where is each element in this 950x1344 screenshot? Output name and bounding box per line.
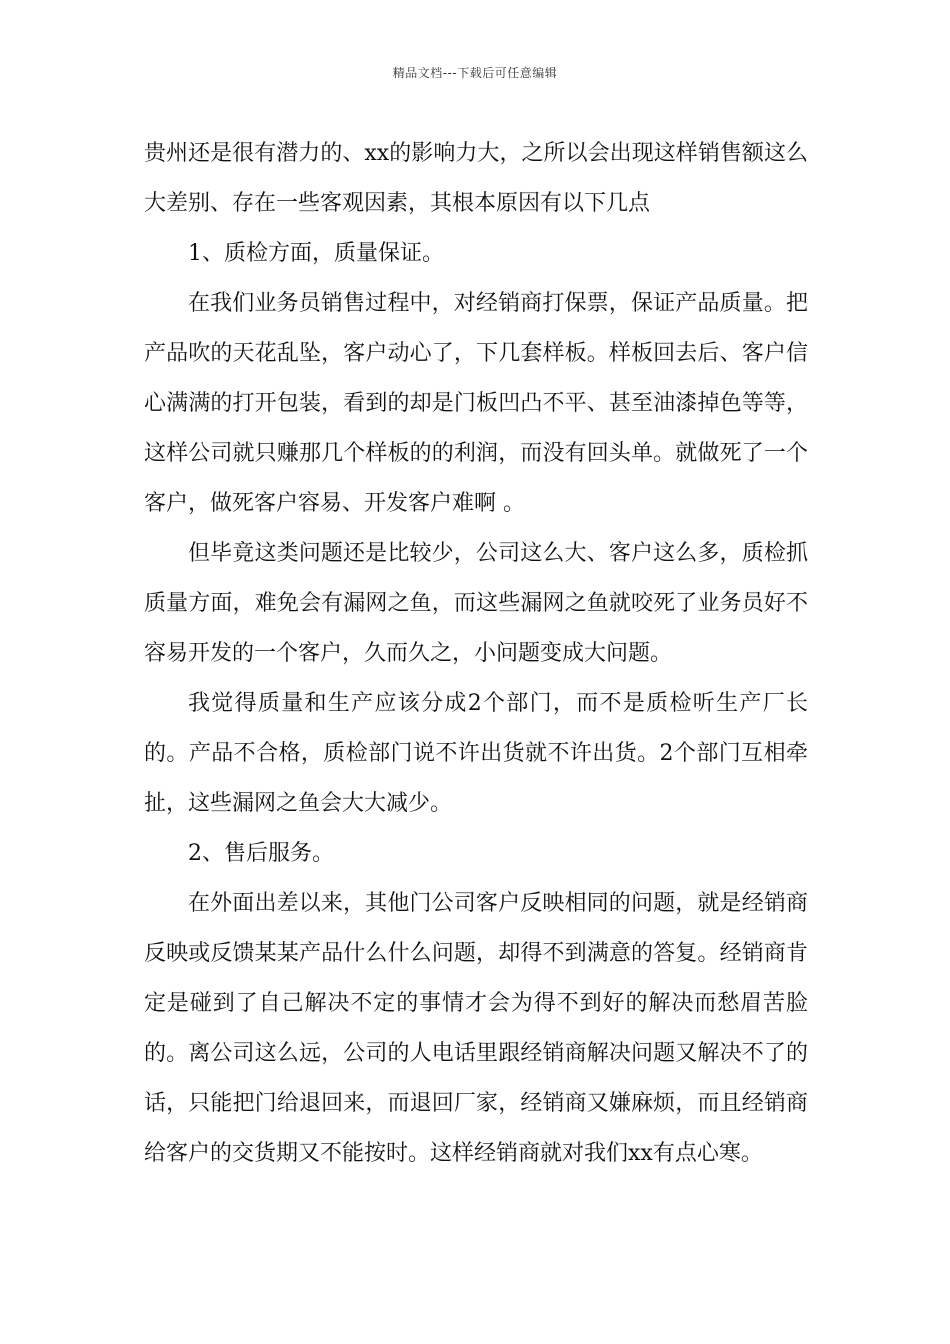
document-body [144,129,808,1179]
paragraph-quality-issues: 但毕竟这类问题还是比较少，公司这么大、客户这么多，质检抓质量方面，难免会有漏网之鱼，而这些漏网之鱼就咬死了业务员好不容易开发的一个客户，久而久之，小问题变成大问题。 [144,541,808,666]
section-heading-service: 2、售后服务。 [188,841,334,866]
page-header: 精品文档---下载后可任意编辑 [392,66,558,80]
paragraph-intro: 贵州还是很有潜力的、xx的影响力大，之所以会出现这样销售额这么大差别、存在一些客观因素，其根本原因有以下几点 [144,141,808,216]
section-heading-quality: 1、质检方面，质量保证。 [188,241,444,266]
paragraph-service-issues: 在外面出差以来，其他门公司客户反映相同的问题，就是经销商反映或反馈某某产品什么什么问题，却得不到满意的答复。经销商肯定是碰到了自己解决不定的事情才会为得不到好的解决而愁眉苦脸的。离公司这么远，公司的人电话里跟经销商解决问题又解决不了的话，只能把门给退回来，而退回厂家，经销商又嫌麻烦，而且经销商给客户的交货期又不能按时。这样经销商就对我们xx有点心寒。 [144,891,808,1166]
paragraph-quality-sales: 在我们业务员销售过程中，对经销商打保票，保证产品质量。把产品吹的天花乱坠，客户动心了，下几套样板。样板回去后、客户信心满满的打开包装，看到的却是门板凹凸不平、甚至油漆掉色等等，这样公司就只赚那几个样板的的利润，而没有回头单。就做死了一个客户，做死客户容易、开发客户难啊 。 [144,291,808,516]
paragraph-quality-suggestion: 我觉得质量和生产应该分成2个部门，而不是质检听生产厂长的。产品不合格，质检部门说不许出货就不许出货。2个部门互相牵扯，这些漏网之鱼会大大减少。 [144,691,808,816]
